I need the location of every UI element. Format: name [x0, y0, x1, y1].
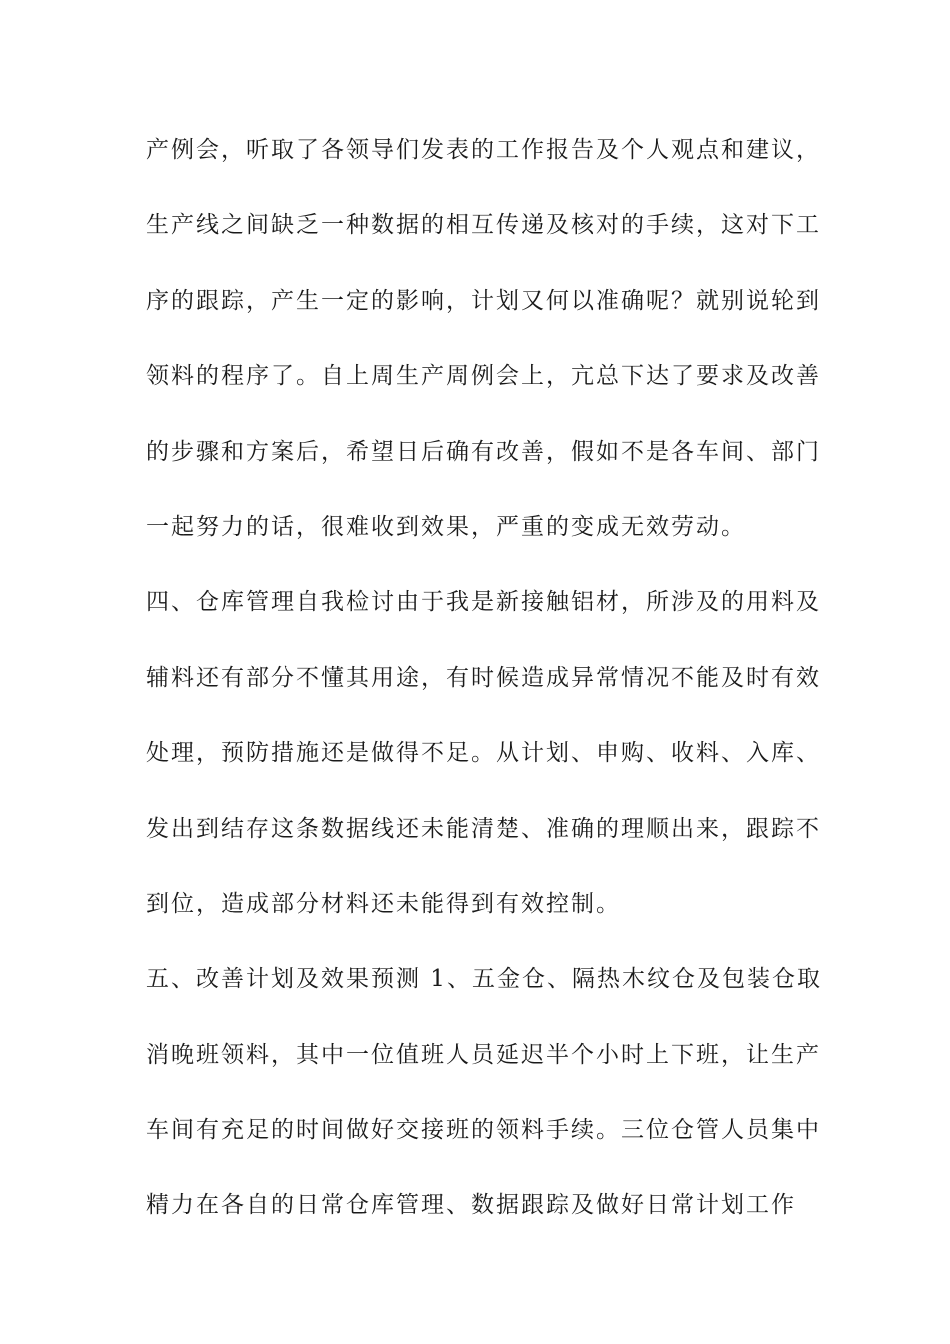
text-line: 的步骤和方案后，希望日后确有改善，假如不是各车间、部门	[146, 438, 821, 465]
text-line: 消晚班领料，其中一位值班人员延迟半个小时上下班，让生产	[146, 1041, 821, 1068]
text-line: 生产线之间缺乏一种数据的相互传递及核对的手续，这对下工	[146, 212, 821, 239]
text-line: 序的跟踪，产生一定的影响，计划又何以准确呢？就别说轮到	[146, 287, 821, 314]
text-line: 发出到结存这条数据线还未能清楚、准确的理顺出来，跟踪不	[146, 815, 821, 842]
text-line: 辅料还有部分不懂其用途，有时候造成异常情况不能及时有效	[146, 664, 821, 691]
text-line: 到位，造成部分材料还未能得到有效控制。	[146, 890, 621, 917]
text-line: 一起努力的话，很难收到效果，严重的变成无效劳动。	[146, 513, 746, 540]
section-heading-line: 五、改善计划及效果预测 1、五金仓、隔热木纹仓及包装仓取	[146, 966, 822, 993]
section-heading-line: 四、仓库管理自我检讨由于我是新接触铝材，所涉及的用料及	[146, 589, 821, 616]
text-line: 产例会，听取了各领导们发表的工作报告及个人观点和建议，	[146, 137, 821, 163]
text-line: 领料的程序了。自上周生产周例会上，亢总下达了要求及改善	[146, 363, 821, 390]
document-body	[146, 130, 822, 1261]
text-line: 精力在各自的日常仓库管理、数据跟踪及做好日常计划工作	[146, 1192, 796, 1219]
text-line: 车间有充足的时间做好交接班的领料手续。三位仓管人员集中	[146, 1117, 821, 1144]
text-line: 处理，预防措施还是做得不足。从计划、申购、收料、入库、	[146, 740, 821, 767]
